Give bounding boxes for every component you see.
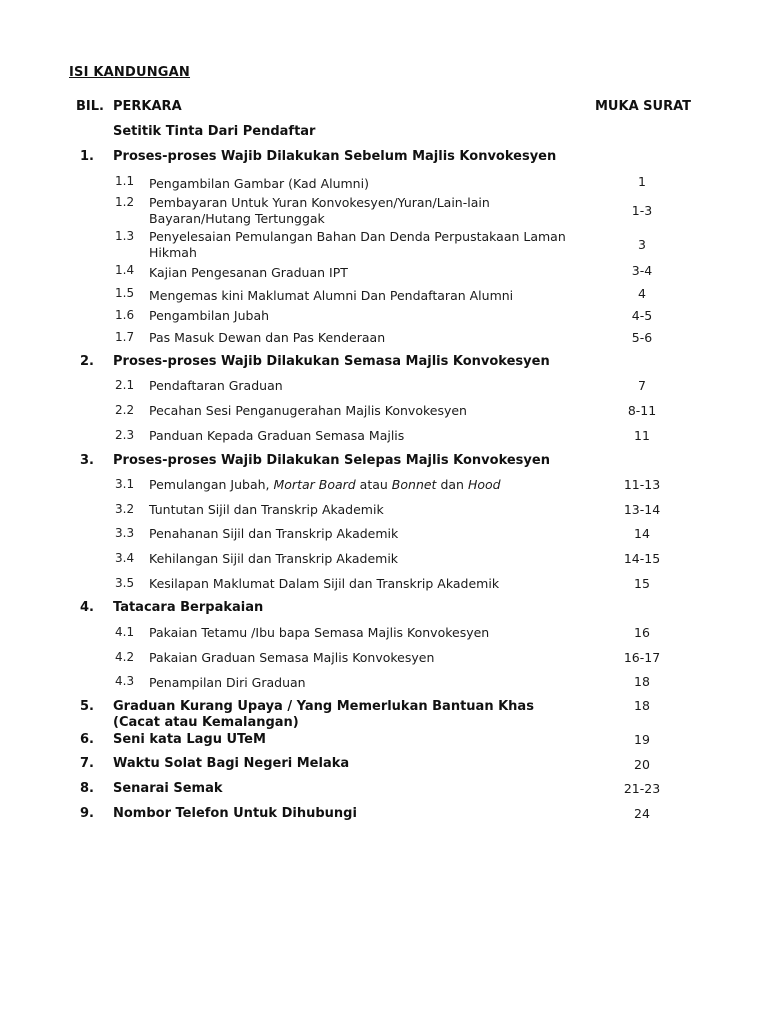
section-page: 24 xyxy=(634,806,650,821)
item-page: 14-15 xyxy=(623,551,661,566)
item-number: 4.3 xyxy=(115,674,135,688)
item-page: 3-4 xyxy=(631,263,653,278)
item-page: 8-11 xyxy=(627,403,657,418)
item-text: Tuntutan Sijil dan Transkrip Akademik xyxy=(149,502,384,517)
item-page: 14 xyxy=(634,526,650,541)
column-header-bil: BIL. xyxy=(76,99,104,114)
section-title: Tatacara Berpakaian xyxy=(113,600,264,615)
item-page: 1 xyxy=(638,174,646,189)
item-page: 5-6 xyxy=(631,330,653,345)
item-number: 2.2 xyxy=(115,403,135,417)
item-page: 11 xyxy=(634,428,650,443)
item-page: 15 xyxy=(634,576,650,591)
section-number: 5. xyxy=(80,699,94,714)
item-text: Pecahan Sesi Penganugerahan Majlis Konvokesyen xyxy=(149,403,467,418)
item-text: Penampilan Diri Graduan xyxy=(149,675,306,690)
item-text-italic: Mortar Board xyxy=(273,477,356,492)
item-number: 3.1 xyxy=(115,477,135,491)
section-number: 4. xyxy=(80,600,94,615)
item-number: 2.3 xyxy=(115,428,135,442)
item-number: 3.3 xyxy=(115,526,135,540)
page-title: ISI KANDUNGAN xyxy=(69,65,191,80)
section-page: 20 xyxy=(634,757,650,772)
item-text: Pakaian Tetamu /Ibu bapa Semasa Majlis Konvokesyen xyxy=(149,625,490,640)
item-text-part: atau xyxy=(355,477,392,492)
item-text xyxy=(149,477,589,493)
item-page: 16 xyxy=(634,625,650,640)
item-number: 3.5 xyxy=(115,576,135,590)
item-text: Panduan Kepada Graduan Semasa Majlis xyxy=(149,428,405,443)
item-text: Pembayaran Untuk Yuran Konvokesyen/Yuran/Lain-lain Bayaran/Hutang Tertunggak xyxy=(149,195,490,226)
item-text-italic: Hood xyxy=(467,477,501,492)
item-page: 4 xyxy=(638,286,646,301)
item-number: 4.1 xyxy=(115,625,135,639)
item-number: 1.4 xyxy=(115,263,135,277)
section-number: 9. xyxy=(80,806,94,821)
item-text-italic: Bonnet xyxy=(391,477,437,492)
item-number: 1.2 xyxy=(115,195,135,209)
section-number: 6. xyxy=(80,732,94,747)
item-text: Kehilangan Sijil dan Transkrip Akademik xyxy=(149,551,399,566)
item-number: 1.5 xyxy=(115,286,135,300)
item-number: 3.4 xyxy=(115,551,135,565)
item-number: 4.2 xyxy=(115,650,135,664)
item-text: Penahanan Sijil dan Transkrip Akademik xyxy=(149,526,399,541)
preface-entry: Setitik Tinta Dari Pendaftar xyxy=(113,124,316,139)
item-page: 13-14 xyxy=(623,502,661,517)
item-text: Kesilapan Maklumat Dalam Sijil dan Transkrip Akademik xyxy=(149,576,500,591)
item-page: 7 xyxy=(638,378,646,393)
item-text: Pengambilan Gambar (Kad Alumni) xyxy=(149,176,369,191)
item-text: Mengemas kini Maklumat Alumni Dan Pendaftaran Alumni xyxy=(149,288,514,303)
item-text: Pendaftaran Graduan xyxy=(149,378,283,393)
section-title: Seni kata Lagu UTeM xyxy=(113,732,266,747)
item-number: 1.1 xyxy=(115,174,135,188)
item-page: 1-3 xyxy=(631,203,653,218)
section-number: 1. xyxy=(80,149,94,164)
column-header-perkara: PERKARA xyxy=(113,99,182,114)
item-text-part: dan xyxy=(436,477,468,492)
column-header-muka-surat: MUKA SURAT xyxy=(595,99,692,114)
section-number: 3. xyxy=(80,453,94,468)
section-title: Waktu Solat Bagi Negeri Melaka xyxy=(113,756,350,771)
section-title: Proses-proses Wajib Dilakukan Selepas Majlis Konvokesyen xyxy=(113,453,550,468)
item-number: 2.1 xyxy=(115,378,135,392)
item-text: Pakaian Graduan Semasa Majlis Konvokesyen xyxy=(149,650,435,665)
item-text: Pengambilan Jubah xyxy=(149,308,270,323)
item-text: Pas Masuk Dewan dan Pas Kenderaan xyxy=(149,330,386,345)
section-title: Proses-proses Wajib Dilakukan Sebelum Majlis Konvokesyen xyxy=(113,149,557,164)
item-text-part: Pemulangan Jubah, xyxy=(149,477,274,492)
item-number: 1.3 xyxy=(115,229,135,243)
item-page: 3 xyxy=(638,237,646,252)
section-number: 2. xyxy=(80,354,94,369)
item-page: 16-17 xyxy=(623,650,661,665)
item-text: Kajian Pengesanan Graduan IPT xyxy=(149,265,348,280)
section-number: 8. xyxy=(80,781,94,796)
item-page: 18 xyxy=(634,674,650,689)
item-page: 11-13 xyxy=(623,477,661,492)
section-title: Senarai Semak xyxy=(113,781,223,796)
section-page: 21-23 xyxy=(623,781,661,796)
item-text: Penyelesaian Pemulangan Bahan Dan Denda Perpustakaan Laman Hikmah xyxy=(149,229,566,260)
section-title: Proses-proses Wajib Dilakukan Semasa Majlis Konvokesyen xyxy=(113,354,550,369)
item-number: 3.2 xyxy=(115,502,135,516)
item-number: 1.6 xyxy=(115,308,135,322)
section-number: 7. xyxy=(80,756,94,771)
section-page: 19 xyxy=(634,732,650,747)
section-title: Nombor Telefon Untuk Dihubungi xyxy=(113,806,357,821)
section-title: Graduan Kurang Upaya / Yang Memerlukan Bantuan Khas (Cacat atau Kemalangan) xyxy=(113,699,534,730)
item-page: 4-5 xyxy=(631,308,653,323)
item-number: 1.7 xyxy=(115,330,135,344)
section-page: 18 xyxy=(634,698,650,713)
